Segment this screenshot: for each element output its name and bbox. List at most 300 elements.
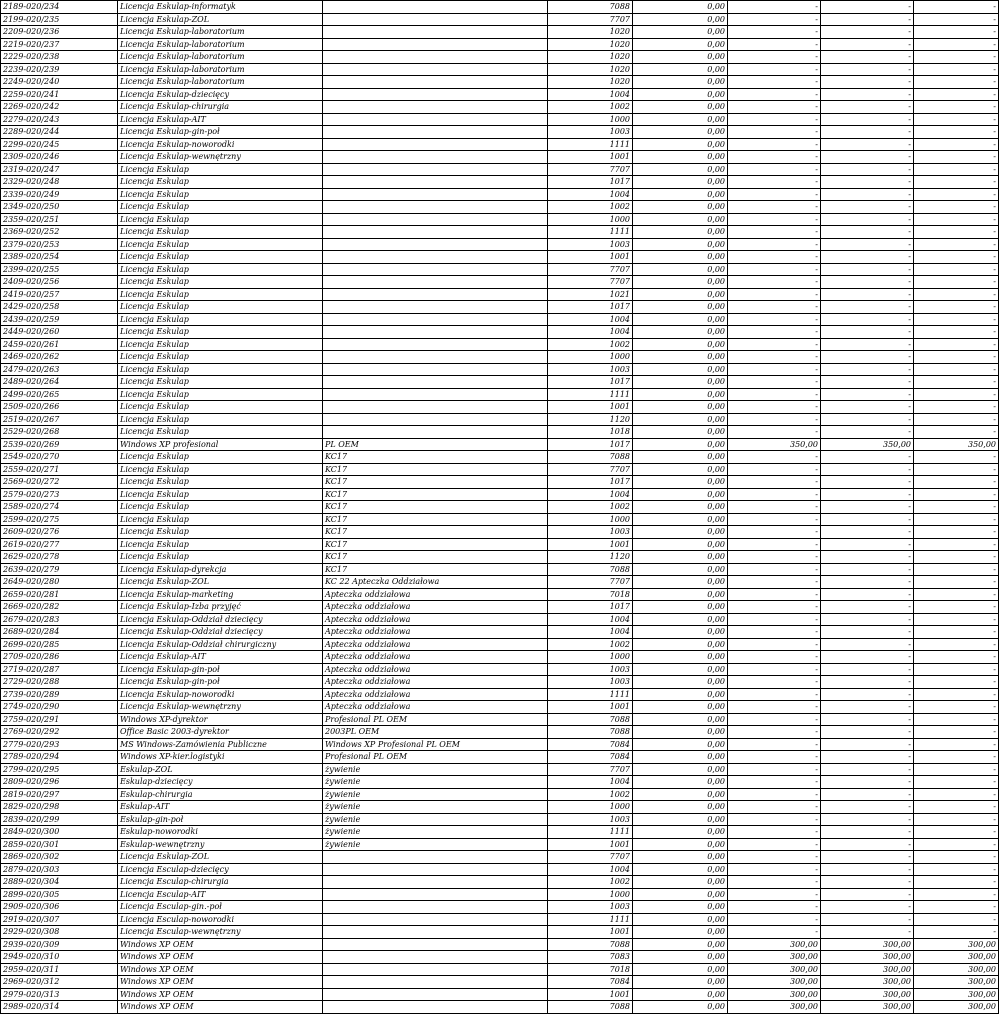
location-code-cell: 1001 bbox=[548, 988, 633, 1001]
location-code-cell: 1003 bbox=[548, 363, 633, 376]
item-name-cell: Licencja Eskulap bbox=[118, 526, 323, 539]
location-code-cell: 1004 bbox=[548, 488, 633, 501]
location-code-cell: 1120 bbox=[548, 413, 633, 426]
location-code-cell: 1004 bbox=[548, 613, 633, 626]
description-cell: żywienie bbox=[323, 801, 548, 814]
description-cell bbox=[323, 863, 548, 876]
inventory-number-cell: 2759-020/291 bbox=[1, 713, 118, 726]
amount-cell: 0,00 bbox=[633, 701, 728, 714]
amount-cell: 0,00 bbox=[633, 13, 728, 26]
amount-cell: 0,00 bbox=[633, 813, 728, 826]
inventory-number-cell: 2779-020/293 bbox=[1, 738, 118, 751]
amount-cell: 0,00 bbox=[633, 788, 728, 801]
value-cell-b: - bbox=[821, 226, 914, 239]
inventory-number-cell: 2509-020/266 bbox=[1, 401, 118, 414]
inventory-number-cell: 2989-020/314 bbox=[1, 1001, 118, 1014]
item-name-cell: Licencja Eskulap-wewnętrzny bbox=[118, 701, 323, 714]
inventory-number-cell: 2199-020/235 bbox=[1, 13, 118, 26]
value-cell-a: - bbox=[728, 713, 821, 726]
value-cell-b: - bbox=[821, 701, 914, 714]
location-code-cell: 1111 bbox=[548, 913, 633, 926]
table-row bbox=[1, 901, 999, 914]
inventory-number-cell: 2369-020/252 bbox=[1, 226, 118, 239]
value-cell-c: - bbox=[914, 576, 999, 589]
value-cell-a: - bbox=[728, 613, 821, 626]
amount-cell: 0,00 bbox=[633, 626, 728, 639]
item-name-cell: Licencja Eskulap-dziecięcy bbox=[118, 88, 323, 101]
amount-cell: 0,00 bbox=[633, 601, 728, 614]
value-cell-b: 300,00 bbox=[821, 976, 914, 989]
table-row bbox=[1, 988, 999, 1001]
inventory-number-cell: 2479-020/263 bbox=[1, 363, 118, 376]
value-cell-b: - bbox=[821, 826, 914, 839]
table-row bbox=[1, 388, 999, 401]
description-cell bbox=[323, 201, 548, 214]
location-code-cell: 1003 bbox=[548, 663, 633, 676]
value-cell-c: - bbox=[914, 176, 999, 189]
item-name-cell: Licencja Eskulap bbox=[118, 376, 323, 389]
amount-cell: 0,00 bbox=[633, 51, 728, 64]
value-cell-b: - bbox=[821, 688, 914, 701]
value-cell-a: - bbox=[728, 888, 821, 901]
value-cell-a: - bbox=[728, 88, 821, 101]
item-name-cell: Windows XP-dyrektor bbox=[118, 713, 323, 726]
table-row bbox=[1, 863, 999, 876]
value-cell-b: - bbox=[821, 588, 914, 601]
table-row bbox=[1, 76, 999, 89]
value-cell-a: - bbox=[728, 788, 821, 801]
value-cell-b: - bbox=[821, 813, 914, 826]
item-name-cell: Licencja Esculap-wewnętrzny bbox=[118, 926, 323, 939]
value-cell-c: - bbox=[914, 188, 999, 201]
value-cell-c: - bbox=[914, 526, 999, 539]
location-code-cell: 7707 bbox=[548, 263, 633, 276]
value-cell-c: 300,00 bbox=[914, 1001, 999, 1014]
item-name-cell: Licencja Eskulap bbox=[118, 401, 323, 414]
value-cell-c: - bbox=[914, 676, 999, 689]
value-cell-b: - bbox=[821, 301, 914, 314]
value-cell-b: - bbox=[821, 151, 914, 164]
table-row bbox=[1, 101, 999, 114]
value-cell-a: - bbox=[728, 1, 821, 14]
value-cell-b: - bbox=[821, 313, 914, 326]
description-cell: KC17 bbox=[323, 476, 548, 489]
value-cell-a: - bbox=[728, 701, 821, 714]
description-cell: żywienie bbox=[323, 763, 548, 776]
amount-cell: 0,00 bbox=[633, 451, 728, 464]
description-cell: żywienie bbox=[323, 788, 548, 801]
value-cell-c: - bbox=[914, 263, 999, 276]
amount-cell: 0,00 bbox=[633, 426, 728, 439]
item-name-cell: Licencja Eskulap bbox=[118, 388, 323, 401]
location-code-cell: 1003 bbox=[548, 526, 633, 539]
table-row bbox=[1, 713, 999, 726]
inventory-number-cell: 2669-020/282 bbox=[1, 601, 118, 614]
location-code-cell: 7018 bbox=[548, 588, 633, 601]
amount-cell: 0,00 bbox=[633, 88, 728, 101]
value-cell-a: 300,00 bbox=[728, 951, 821, 964]
amount-cell: 0,00 bbox=[633, 163, 728, 176]
inventory-number-cell: 2909-020/306 bbox=[1, 901, 118, 914]
value-cell-c: - bbox=[914, 738, 999, 751]
value-cell-a: - bbox=[728, 276, 821, 289]
inventory-number-cell: 2339-020/249 bbox=[1, 188, 118, 201]
value-cell-c: - bbox=[914, 801, 999, 814]
value-cell-b: - bbox=[821, 138, 914, 151]
amount-cell: 0,00 bbox=[633, 438, 728, 451]
value-cell-c: - bbox=[914, 38, 999, 51]
value-cell-b: - bbox=[821, 51, 914, 64]
value-cell-a: - bbox=[728, 151, 821, 164]
value-cell-a: - bbox=[728, 163, 821, 176]
location-code-cell: 1000 bbox=[548, 113, 633, 126]
location-code-cell: 7088 bbox=[548, 726, 633, 739]
location-code-cell: 7707 bbox=[548, 851, 633, 864]
inventory-number-cell: 2809-020/296 bbox=[1, 776, 118, 789]
value-cell-a: - bbox=[728, 76, 821, 89]
description-cell: Apteczka oddziałowa bbox=[323, 638, 548, 651]
value-cell-b: - bbox=[821, 526, 914, 539]
location-code-cell: 1111 bbox=[548, 826, 633, 839]
inventory-number-cell: 2399-020/255 bbox=[1, 263, 118, 276]
location-code-cell: 1111 bbox=[548, 388, 633, 401]
location-code-cell: 1017 bbox=[548, 301, 633, 314]
value-cell-c: - bbox=[914, 351, 999, 364]
table-row bbox=[1, 26, 999, 39]
inventory-number-cell: 2589-020/274 bbox=[1, 501, 118, 514]
value-cell-c: - bbox=[914, 76, 999, 89]
table-row bbox=[1, 913, 999, 926]
location-code-cell: 1017 bbox=[548, 476, 633, 489]
location-code-cell: 1017 bbox=[548, 176, 633, 189]
item-name-cell: Windows XP OEM bbox=[118, 938, 323, 951]
description-cell: KC 22 Apteczka Oddziałowa bbox=[323, 576, 548, 589]
inventory-number-cell: 2769-020/292 bbox=[1, 726, 118, 739]
value-cell-b: - bbox=[821, 638, 914, 651]
amount-cell: 0,00 bbox=[633, 901, 728, 914]
description-cell: Apteczka oddziałowa bbox=[323, 663, 548, 676]
amount-cell: 0,00 bbox=[633, 501, 728, 514]
value-cell-b: - bbox=[821, 476, 914, 489]
item-name-cell: Licencja Eskulap bbox=[118, 326, 323, 339]
value-cell-c: - bbox=[914, 151, 999, 164]
inventory-number-cell: 2449-020/260 bbox=[1, 326, 118, 339]
amount-cell: 0,00 bbox=[633, 238, 728, 251]
description-cell bbox=[323, 363, 548, 376]
location-code-cell: 1020 bbox=[548, 76, 633, 89]
value-cell-a: - bbox=[728, 501, 821, 514]
location-code-cell: 7088 bbox=[548, 1001, 633, 1014]
value-cell-c: - bbox=[914, 51, 999, 64]
amount-cell: 0,00 bbox=[633, 101, 728, 114]
amount-cell: 0,00 bbox=[633, 588, 728, 601]
value-cell-b: - bbox=[821, 388, 914, 401]
description-cell bbox=[323, 188, 548, 201]
table-row bbox=[1, 763, 999, 776]
value-cell-b: - bbox=[821, 801, 914, 814]
table-row bbox=[1, 838, 999, 851]
amount-cell: 0,00 bbox=[633, 963, 728, 976]
table-row bbox=[1, 813, 999, 826]
location-code-cell: 7707 bbox=[548, 463, 633, 476]
item-name-cell: Licencja Eskulap bbox=[118, 201, 323, 214]
value-cell-b: - bbox=[821, 901, 914, 914]
value-cell-b: - bbox=[821, 401, 914, 414]
value-cell-b: - bbox=[821, 176, 914, 189]
description-cell: KC17 bbox=[323, 538, 548, 551]
description-cell bbox=[323, 851, 548, 864]
value-cell-a: - bbox=[728, 688, 821, 701]
inventory-number-cell: 2579-020/273 bbox=[1, 488, 118, 501]
item-name-cell: Licencja Eskulap bbox=[118, 463, 323, 476]
value-cell-b: - bbox=[821, 463, 914, 476]
description-cell bbox=[323, 126, 548, 139]
item-name-cell: Eskulap-noworodki bbox=[118, 826, 323, 839]
location-code-cell: 7084 bbox=[548, 976, 633, 989]
value-cell-c: - bbox=[914, 101, 999, 114]
location-code-cell: 1111 bbox=[548, 226, 633, 239]
inventory-number-cell: 2309-020/246 bbox=[1, 151, 118, 164]
table-row bbox=[1, 276, 999, 289]
value-cell-c: - bbox=[914, 401, 999, 414]
description-cell: Apteczka oddziałowa bbox=[323, 626, 548, 639]
value-cell-b: - bbox=[821, 38, 914, 51]
inventory-number-cell: 2699-020/285 bbox=[1, 638, 118, 651]
table-row bbox=[1, 526, 999, 539]
item-name-cell: Licencja Eskulap-wewnętrzny bbox=[118, 151, 323, 164]
item-name-cell: Licencja Eskulap-Oddział dziecięcy bbox=[118, 626, 323, 639]
item-name-cell: Eskulap-ZOL bbox=[118, 763, 323, 776]
value-cell-a: - bbox=[728, 351, 821, 364]
value-cell-b: - bbox=[821, 13, 914, 26]
amount-cell: 0,00 bbox=[633, 388, 728, 401]
amount-cell: 0,00 bbox=[633, 176, 728, 189]
inventory-number-cell: 2979-020/313 bbox=[1, 988, 118, 1001]
value-cell-c: - bbox=[914, 26, 999, 39]
amount-cell: 0,00 bbox=[633, 38, 728, 51]
value-cell-b: 300,00 bbox=[821, 963, 914, 976]
location-code-cell: 1004 bbox=[548, 863, 633, 876]
value-cell-b: - bbox=[821, 201, 914, 214]
item-name-cell: Licencja Esculap-dziecięcy bbox=[118, 863, 323, 876]
inventory-number-cell: 2519-020/267 bbox=[1, 413, 118, 426]
item-name-cell: Licencja Esculap-AIT bbox=[118, 888, 323, 901]
description-cell: KC17 bbox=[323, 551, 548, 564]
inventory-number-cell: 2789-020/294 bbox=[1, 751, 118, 764]
description-cell: Apteczka oddziałowa bbox=[323, 701, 548, 714]
location-code-cell: 7084 bbox=[548, 751, 633, 764]
description-cell bbox=[323, 988, 548, 1001]
item-name-cell: Licencja Eskulap-laboratorium bbox=[118, 51, 323, 64]
item-name-cell: Licencja Eskulap bbox=[118, 238, 323, 251]
item-name-cell: Licencja Eskulap-ZOL bbox=[118, 576, 323, 589]
inventory-number-cell: 2469-020/262 bbox=[1, 351, 118, 364]
item-name-cell: Windows XP profesional bbox=[118, 438, 323, 451]
value-cell-c: - bbox=[914, 126, 999, 139]
item-name-cell: Licencja Eskulap bbox=[118, 226, 323, 239]
inventory-number-cell: 2739-020/289 bbox=[1, 688, 118, 701]
location-code-cell: 1001 bbox=[548, 401, 633, 414]
inventory-number-cell: 2329-020/248 bbox=[1, 176, 118, 189]
location-code-cell: 1020 bbox=[548, 51, 633, 64]
table-row bbox=[1, 826, 999, 839]
item-name-cell: Licencja Eskulap bbox=[118, 276, 323, 289]
value-cell-b: - bbox=[821, 188, 914, 201]
description-cell bbox=[323, 51, 548, 64]
value-cell-a: - bbox=[728, 101, 821, 114]
value-cell-b: - bbox=[821, 838, 914, 851]
value-cell-a: - bbox=[728, 576, 821, 589]
amount-cell: 0,00 bbox=[633, 801, 728, 814]
value-cell-b: - bbox=[821, 726, 914, 739]
value-cell-c: - bbox=[914, 926, 999, 939]
table-row bbox=[1, 263, 999, 276]
description-cell bbox=[323, 76, 548, 89]
description-cell bbox=[323, 413, 548, 426]
table-row bbox=[1, 213, 999, 226]
table-row bbox=[1, 38, 999, 51]
table-row bbox=[1, 401, 999, 414]
value-cell-b: - bbox=[821, 888, 914, 901]
amount-cell: 0,00 bbox=[633, 26, 728, 39]
inventory-number-cell: 2799-020/295 bbox=[1, 763, 118, 776]
value-cell-a: - bbox=[728, 176, 821, 189]
value-cell-a: - bbox=[728, 401, 821, 414]
value-cell-c: - bbox=[914, 413, 999, 426]
value-cell-c: - bbox=[914, 888, 999, 901]
item-name-cell: Eskulap-wewnętrzny bbox=[118, 838, 323, 851]
amount-cell: 0,00 bbox=[633, 651, 728, 664]
item-name-cell: Licencja Eskulap-Oddział chirurgiczny bbox=[118, 638, 323, 651]
location-code-cell: 7707 bbox=[548, 763, 633, 776]
value-cell-a: - bbox=[728, 738, 821, 751]
table-row bbox=[1, 888, 999, 901]
description-cell bbox=[323, 401, 548, 414]
value-cell-c: - bbox=[914, 426, 999, 439]
value-cell-c: - bbox=[914, 388, 999, 401]
amount-cell: 0,00 bbox=[633, 188, 728, 201]
value-cell-b: - bbox=[821, 126, 914, 139]
table-row bbox=[1, 238, 999, 251]
location-code-cell: 1001 bbox=[548, 926, 633, 939]
value-cell-a: - bbox=[728, 801, 821, 814]
value-cell-a: - bbox=[728, 251, 821, 264]
value-cell-b: - bbox=[821, 326, 914, 339]
table-row bbox=[1, 701, 999, 714]
value-cell-b: - bbox=[821, 713, 914, 726]
inventory-number-cell: 2839-020/299 bbox=[1, 813, 118, 826]
description-cell bbox=[323, 913, 548, 926]
value-cell-a: 300,00 bbox=[728, 938, 821, 951]
item-name-cell: Licencja Eskulap-noworodki bbox=[118, 688, 323, 701]
inventory-number-cell: 2249-020/240 bbox=[1, 76, 118, 89]
table-row bbox=[1, 1001, 999, 1014]
item-name-cell: Licencja Eskulap-chirurgia bbox=[118, 101, 323, 114]
amount-cell: 0,00 bbox=[633, 351, 728, 364]
value-cell-b: - bbox=[821, 413, 914, 426]
table-row bbox=[1, 251, 999, 264]
inventory-number-cell: 2919-020/307 bbox=[1, 913, 118, 926]
value-cell-a: - bbox=[728, 638, 821, 651]
value-cell-c: - bbox=[914, 376, 999, 389]
amount-cell: 0,00 bbox=[633, 376, 728, 389]
value-cell-a: - bbox=[728, 551, 821, 564]
item-name-cell: Licencja Eskulap bbox=[118, 413, 323, 426]
inventory-number-cell: 2679-020/283 bbox=[1, 613, 118, 626]
value-cell-b: - bbox=[821, 751, 914, 764]
inventory-number-cell: 2749-020/290 bbox=[1, 701, 118, 714]
value-cell-b: - bbox=[821, 26, 914, 39]
table-row bbox=[1, 51, 999, 64]
amount-cell: 0,00 bbox=[633, 151, 728, 164]
location-code-cell: 1003 bbox=[548, 676, 633, 689]
value-cell-b: - bbox=[821, 601, 914, 614]
value-cell-c: 300,00 bbox=[914, 951, 999, 964]
value-cell-b: - bbox=[821, 163, 914, 176]
inventory-number-cell: 2949-020/310 bbox=[1, 951, 118, 964]
location-code-cell: 1002 bbox=[548, 201, 633, 214]
value-cell-c: - bbox=[914, 601, 999, 614]
table-row bbox=[1, 538, 999, 551]
item-name-cell: Licencja Eskulap bbox=[118, 363, 323, 376]
description-cell bbox=[323, 951, 548, 964]
value-cell-c: - bbox=[914, 776, 999, 789]
value-cell-c: - bbox=[914, 513, 999, 526]
inventory-number-cell: 2429-020/258 bbox=[1, 301, 118, 314]
table-row bbox=[1, 676, 999, 689]
table-row bbox=[1, 163, 999, 176]
item-name-cell: Licencja Eskulap-laboratorium bbox=[118, 76, 323, 89]
value-cell-a: 300,00 bbox=[728, 963, 821, 976]
value-cell-c: - bbox=[914, 588, 999, 601]
description-cell bbox=[323, 113, 548, 126]
value-cell-a: - bbox=[728, 763, 821, 776]
amount-cell: 0,00 bbox=[633, 338, 728, 351]
inventory-number-cell: 2189-020/234 bbox=[1, 1, 118, 14]
table-row bbox=[1, 63, 999, 76]
value-cell-c: - bbox=[914, 326, 999, 339]
value-cell-a: - bbox=[728, 201, 821, 214]
inventory-number-cell: 2549-020/270 bbox=[1, 451, 118, 464]
item-name-cell: Windows XP OEM bbox=[118, 988, 323, 1001]
value-cell-a: - bbox=[728, 51, 821, 64]
value-cell-b: - bbox=[821, 926, 914, 939]
table-row bbox=[1, 776, 999, 789]
table-row bbox=[1, 638, 999, 651]
table-row bbox=[1, 88, 999, 101]
table-row bbox=[1, 438, 999, 451]
inventory-number-cell: 2709-020/286 bbox=[1, 651, 118, 664]
description-cell: KC17 bbox=[323, 463, 548, 476]
value-cell-c: - bbox=[914, 301, 999, 314]
inventory-number-cell: 2959-020/311 bbox=[1, 963, 118, 976]
description-cell bbox=[323, 376, 548, 389]
table-row bbox=[1, 126, 999, 139]
amount-cell: 0,00 bbox=[633, 926, 728, 939]
description-cell: Profesional PL OEM bbox=[323, 713, 548, 726]
value-cell-b: - bbox=[821, 863, 914, 876]
value-cell-c: - bbox=[914, 451, 999, 464]
value-cell-b: 300,00 bbox=[821, 1001, 914, 1014]
table-row bbox=[1, 738, 999, 751]
value-cell-c: 350,00 bbox=[914, 438, 999, 451]
value-cell-c: - bbox=[914, 663, 999, 676]
value-cell-b: - bbox=[821, 351, 914, 364]
description-cell bbox=[323, 288, 548, 301]
item-name-cell: Licencja Eskulap bbox=[118, 538, 323, 551]
table-row bbox=[1, 513, 999, 526]
value-cell-a: - bbox=[728, 513, 821, 526]
